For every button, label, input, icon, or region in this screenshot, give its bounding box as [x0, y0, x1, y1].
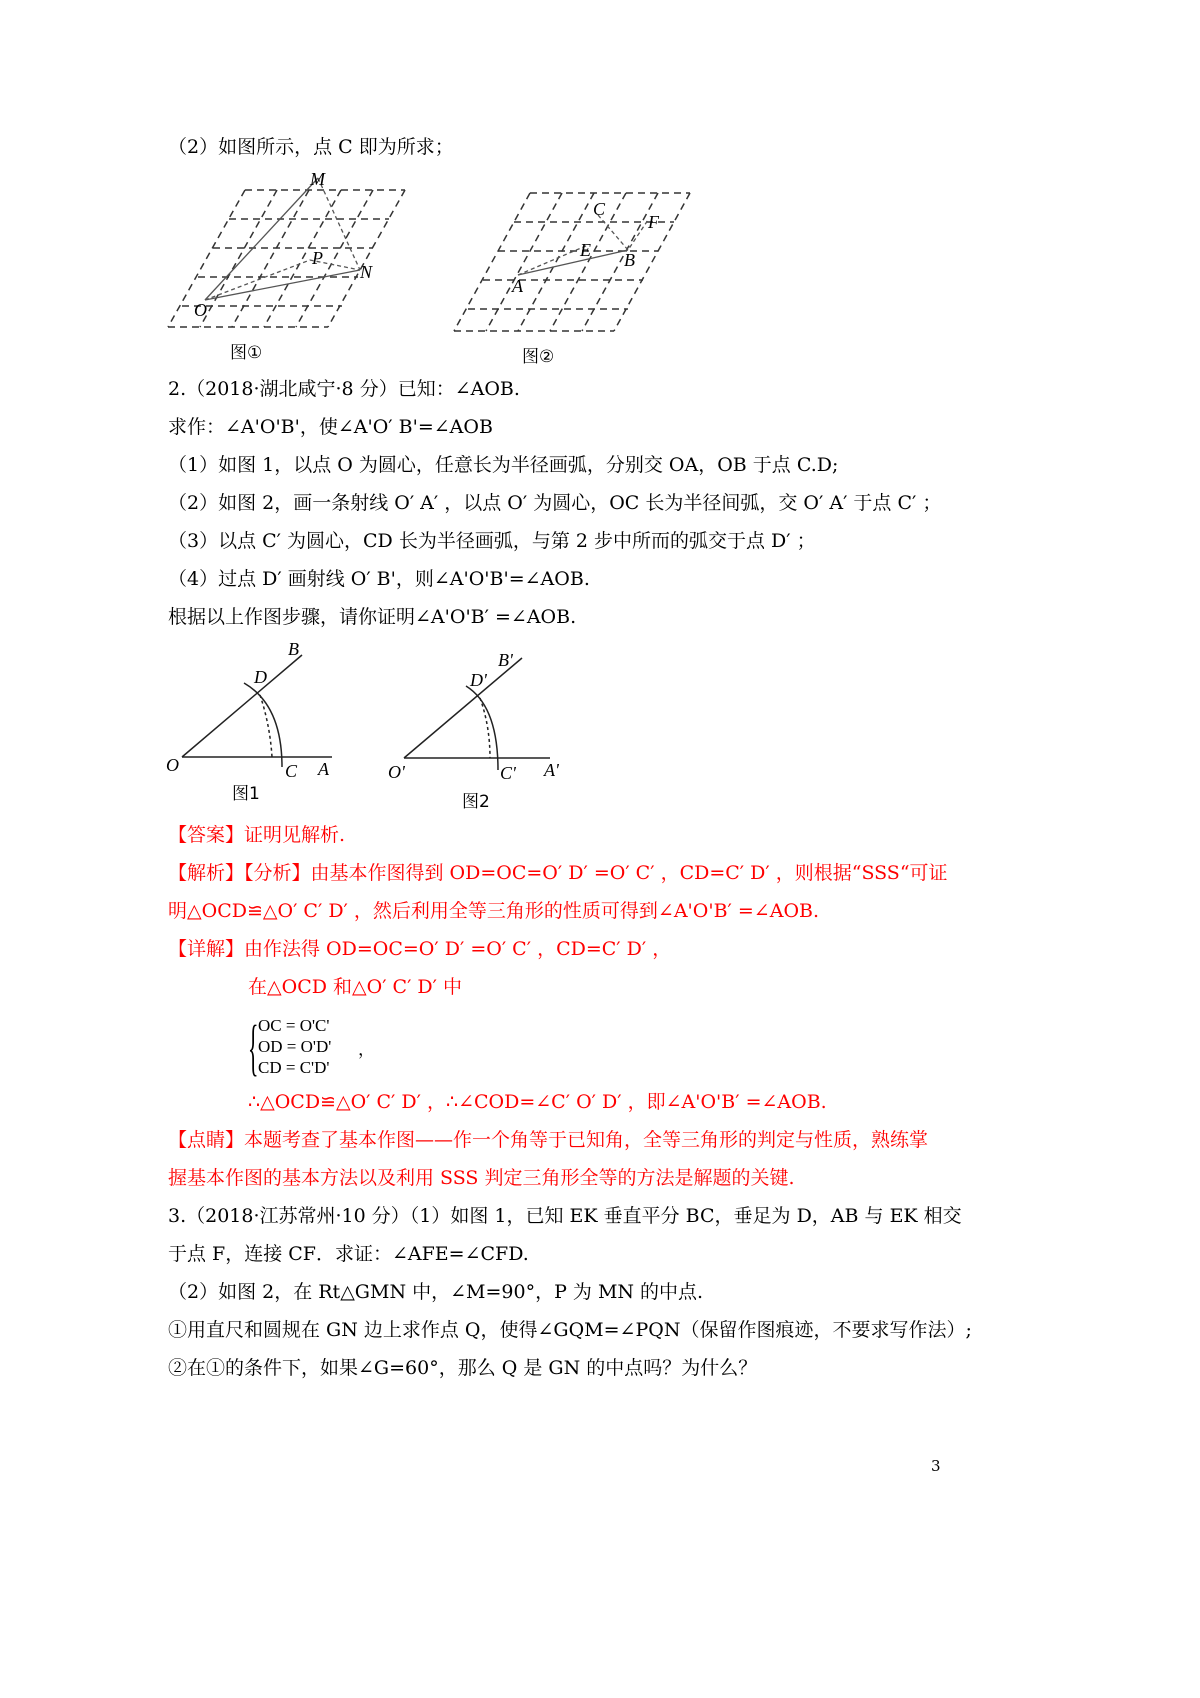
detail-line-1: 【详解】由作法得 OD=OC=O′ D′ =O′ C′ ，CD=C′ D′ ， — [168, 938, 672, 960]
label-o-prime: O' — [388, 762, 405, 782]
q3-part-2: （2）如图 2，在 Rt△GMN 中，∠M=90°，P 为 MN 的中点. — [168, 1281, 704, 1303]
label-p: P — [312, 248, 323, 268]
label-d: D — [254, 667, 267, 687]
segment-ab — [518, 250, 628, 275]
comment-line-1: 【点睛】本题考查了基本作图——作一个角等于已知角，全等三角形的判定与性质，熟练掌 — [168, 1129, 929, 1151]
q3-title: 3.（2018·江苏常州·10 分）（1）如图 1，已知 EK 垂直平分 BC，垂足为 D，AB 与 EK 相交 — [168, 1205, 962, 1227]
label-c: C — [593, 199, 606, 219]
label-d-prime: D' — [470, 670, 487, 690]
detail-line-2: 在△OCD 和△O′ C′ D′ 中 — [248, 976, 463, 998]
caption-grid-2: 图② — [522, 347, 555, 367]
system-comma: ， — [358, 1040, 375, 1059]
q2-step-1: （1）如图 1，以点 O 为圆心，任意长为半径画弧，分别交 OA，OB 于点 C.D; — [168, 454, 839, 476]
q2-task: 求作：∠A'O'B'，使∠A'O′ B'=∠AOB — [168, 416, 493, 438]
q3-title-2: 于点 F，连接 CF．求证：∠AFE=∠CFD. — [168, 1243, 529, 1265]
angle-figure-2 — [380, 640, 580, 790]
q2-prove: 根据以上作图步骤，请你证明∠A'O'B′ =∠AOB. — [168, 606, 577, 628]
label-b-prime: B' — [498, 650, 513, 670]
analysis-line-2: 明△OCD≌△O′ C′ D′ ，然后利用全等三角形的性质可得到∠A'O'B′ =∠AOB. — [168, 900, 820, 922]
q2-step-4: （4）过点 D′ 画射线 O′ B'，则∠A'O'B'=∠AOB. — [168, 568, 590, 590]
ray-ob — [182, 655, 302, 757]
label-b: B — [624, 250, 635, 270]
page-number: 3 — [931, 1457, 941, 1475]
q3-part-2a: ①用直尺和圆规在 GN 边上求作点 Q，使得∠GQM=∠PQN（保留作图痕迹，不要求写作法）; — [168, 1319, 972, 1341]
caption-angle-2: 图2 — [462, 792, 490, 812]
label-m: M — [310, 170, 325, 189]
analysis-line-1: 【解析】【分析】由基本作图得到 OD=OC=O′ D′ =O′ C′ ，CD=C′ D′ ，则根据“SSS“可证 — [168, 862, 948, 884]
label-o: O — [194, 300, 207, 320]
angle-figure-1 — [160, 635, 350, 785]
ray-ob-prime — [404, 658, 522, 758]
label-e: E — [580, 240, 591, 260]
label-c: C — [285, 761, 298, 781]
label-c-prime: C' — [500, 763, 516, 783]
equation-2: OD = O'D' — [258, 1037, 332, 1056]
grid-figure-2 — [448, 180, 708, 340]
label-f: F — [648, 212, 659, 232]
grid-figure-1 — [160, 170, 420, 370]
label-a: A — [512, 276, 523, 296]
part2-intro: （2）如图所示，点 C 即为所求； — [168, 136, 454, 158]
answer: 【答案】证明见解析. — [168, 824, 346, 846]
label-b: B — [288, 639, 299, 659]
q3-part-2b: ②在①的条件下，如果∠G=60°，那么 Q 是 GN 的中点吗？为什么？ — [168, 1357, 758, 1379]
arc — [244, 683, 282, 767]
comment-line-2: 握基本作图的基本方法以及利用 SSS 判定三角形全等的方法是解题的关键. — [168, 1167, 795, 1189]
caption-angle-1: 图1 — [232, 784, 260, 804]
equation-3: CD = C'D' — [258, 1058, 330, 1077]
label-a-prime: A' — [544, 760, 559, 780]
label-n: N — [360, 262, 373, 282]
label-a: A — [318, 759, 329, 779]
q2-step-2: （2）如图 2，画一条射线 O′ A′ ，以点 O′ 为圆心，OC 长为半径间弧，交 O′ A′ 于点 C′ ； — [168, 492, 942, 514]
equation-1: OC = O'C' — [258, 1016, 330, 1035]
detail-line-3: ∴△OCD≌△O′ C′ D′ ，∴∠COD=∠C′ O′ D′ ，即∠A'O'B′ =∠AOB. — [248, 1091, 827, 1113]
label-o: O — [166, 755, 179, 775]
q2-title: 2.（2018·湖北咸宁·8 分）已知：∠AOB. — [168, 378, 520, 400]
brace-icon: { — [248, 1014, 259, 1082]
q2-step-3: （3）以点 C′ 为圆心，CD 长为半径画弧，与第 2 步中所而的弧交于点 D′ ； — [168, 530, 816, 552]
caption-grid-1: 图① — [230, 343, 263, 363]
equation-system — [248, 1014, 375, 1082]
